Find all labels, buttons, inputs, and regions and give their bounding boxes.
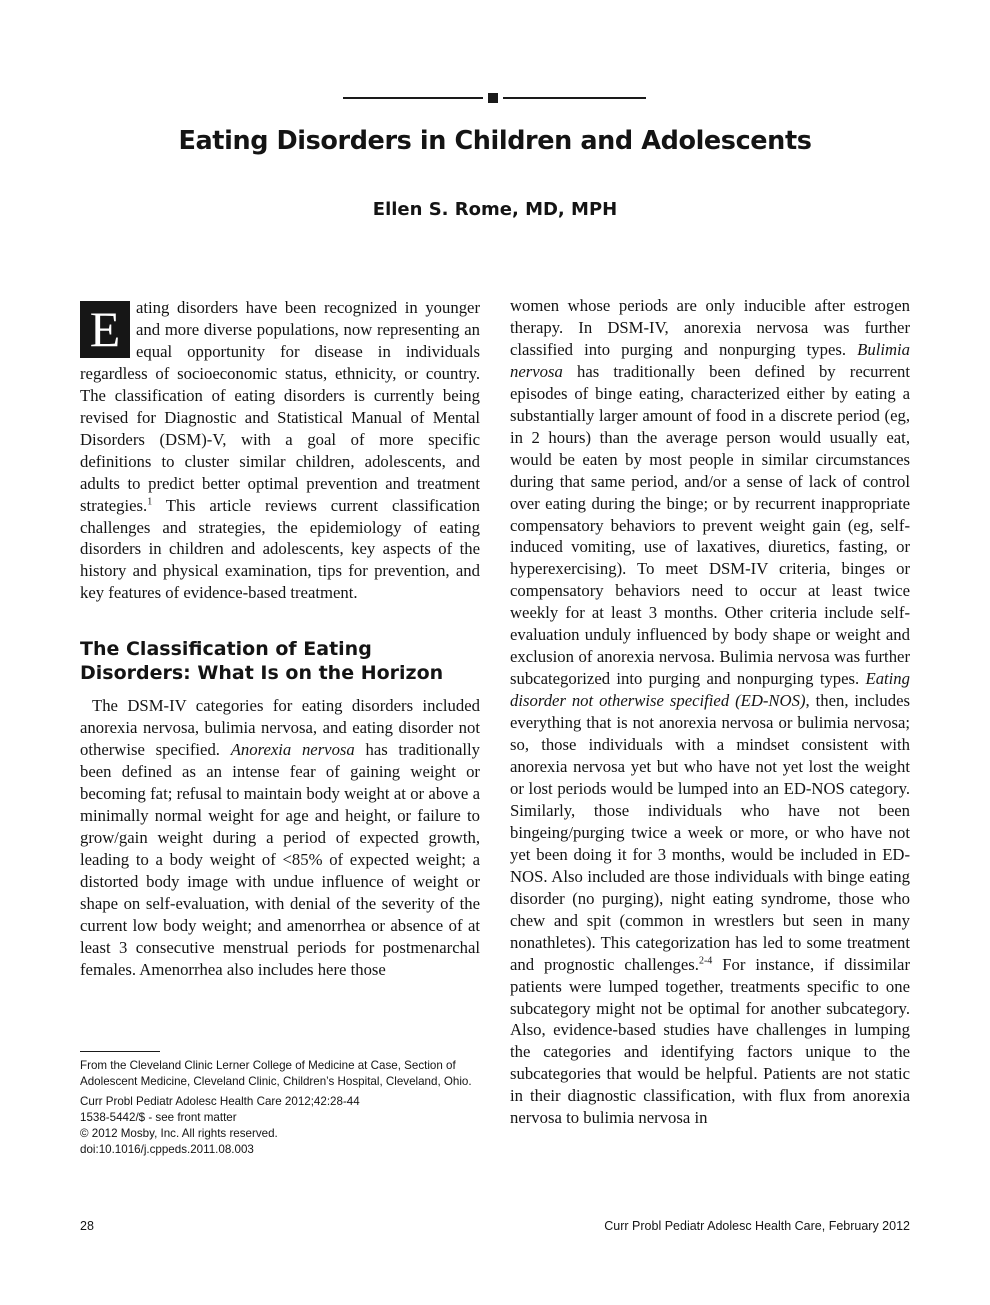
journal-footer: Curr Probl Pediatr Adolesc Health Care, February 2012 xyxy=(604,1219,910,1233)
right-text-2: has traditionally been defined by recurrent episodes of binge eating, characterized either by eating a substantially larger amount of food in a discrete period (eg, in 2 hours) than the average person would usually eat, would be eaten by most people in similar circumstances during that same period, and/or a sense of lack of control over eating during the binge; or by recurrent inappropriate compensatory behaviors to prevent weight gain (eg, self-induced vomiting, use of laxatives, diuretics, fasting, or hyperexercising). To meet DSM-IV criteria, binges or compensatory behaviors need to occur at least twice weekly for at least 3 months. Other criteria include self-evaluation unduly influenced by body shape or weight and exclusion of anorexia nervosa. Bulimia nervosa was further subcategorized into purging and nonpurging types. xyxy=(510,361,910,689)
section-heading: The Classification of Eating Disorders: What Is on the Horizon xyxy=(80,638,444,685)
issn-note: 1538-5442/$ - see front matter xyxy=(80,1110,237,1124)
ornament-rule-right xyxy=(503,97,646,99)
intro-text-1: ating disorders have been recognized in younger and more diverse populations, now representing an equal opportunity for disease in individuals regardless of socioeconomic status, ethnicity, or country. The classification of eating disorders is currently being revised for Diagnostic and Statistical Manual of Mental Disorders (DSM)-V, with a goal of more specific definitions to cluster similar children, adolescents, and adults to predict better optimal prevention and treatment strategies. xyxy=(80,298,480,515)
article-author: Ellen S. Rome, MD, MPH xyxy=(372,199,618,220)
ednos-term: Eating disorder not otherwise specified (ED-NOS) xyxy=(510,669,910,711)
section-paragraph xyxy=(80,695,480,980)
right-column xyxy=(510,295,910,1129)
bulimia-nervosa-term: Bulimia nervosa xyxy=(510,339,910,381)
intro-paragraph xyxy=(80,297,480,604)
right-text-4: For instance, if dissimilar patients were lumped together, treatments specific to one subcategory might not be optimal for another subcategory. Also, evidence-based studies have challenges in lumping the categories and identifying factors unique to the subcategories that would be helpful. Patients are not static in their diagnostic classification, with flux from anorexia nervosa to bulimia nervosa in xyxy=(510,954,911,1128)
doi-link[interactable]: doi:10.1016/j.cppeds.2011.08.003 xyxy=(80,1143,254,1157)
right-text-3: , then, includes everything that is not anorexia nervosa or bulimia nervosa; so, those individuals with a mindset consistent with anorexia nervosa yet but who have not yet lost the weight or lost periods would be lumped into an ED-NOS category. Similarly, those individuals who have not been bingeing/purging twice a week or more, or who have not yet been doing it for 3 months, would be included in ED-NOS. Also included are those individuals with binge eating disorder (no purging), night eating syndrome, those who chew and spit (common in wrestlers but seen in many nonathletes). This categorization has led to some treatment and prognostic challenges. xyxy=(510,691,911,974)
ornament-square xyxy=(488,93,498,103)
section-text-1: The DSM-IV categories for eating disorders included anorexia nervosa, bulimia nervosa, and eating disorder not otherwise specified. xyxy=(80,696,480,760)
drop-cap: E xyxy=(80,301,130,358)
left-column xyxy=(80,297,480,981)
ornament-rule-left xyxy=(343,97,483,99)
title-ornament xyxy=(343,93,646,103)
intro-text-2: This article reviews current classification challenges and strategies, the epidemiology of eating disorders in children and adolescents, key aspects of the history and physical examination, tips for prevention, and key features of evidence-based treatment. xyxy=(80,495,480,603)
right-text-1: women whose periods are only inducible after estrogen therapy. In DSM-IV, anorexia nervosa was further classified into purging and nonpurging types. xyxy=(510,296,910,359)
page-number: 28 xyxy=(80,1219,94,1233)
copyright-note: © 2012 Mosby, Inc. All rights reserved. xyxy=(80,1127,278,1141)
section-text-2: has traditionally been defined as an intense fear of gaining weight or becoming fat; refusal to maintain body weight at or above a minimally normal weight for age and height, or failure to grow/gain weight during a period of expected growth, leading to a body weight of <85% of expected weight; a distorted body image with undue influence of weight or shape on self-evaluation, with denial of the severity of the current low body weight; and amenorrhea or absence of at least 3 consecutive menstrual periods for postmenarchal females. Amenorrhea also includes here those xyxy=(80,740,480,979)
reference-1[interactable]: 1 xyxy=(147,496,153,508)
anorexia-nervosa-term: Anorexia nervosa xyxy=(230,740,355,760)
footnote-rule xyxy=(80,1051,160,1052)
article-title: Eating Disorders in Children and Adolescents xyxy=(178,126,812,156)
reference-2-4[interactable]: 2-4 xyxy=(698,955,713,967)
right-paragraph xyxy=(510,295,910,1129)
citation-note: Curr Probl Pediatr Adolesc Health Care 2012;42:28-44 xyxy=(80,1094,360,1108)
footnotes xyxy=(80,1058,480,1159)
affiliation-note: From the Cleveland Clinic Lerner College of Medicine at Case, Section of Adolescent Medicine, Cleveland Clinic, Children’s Hospital, Cleveland, Ohio. xyxy=(80,1059,472,1089)
